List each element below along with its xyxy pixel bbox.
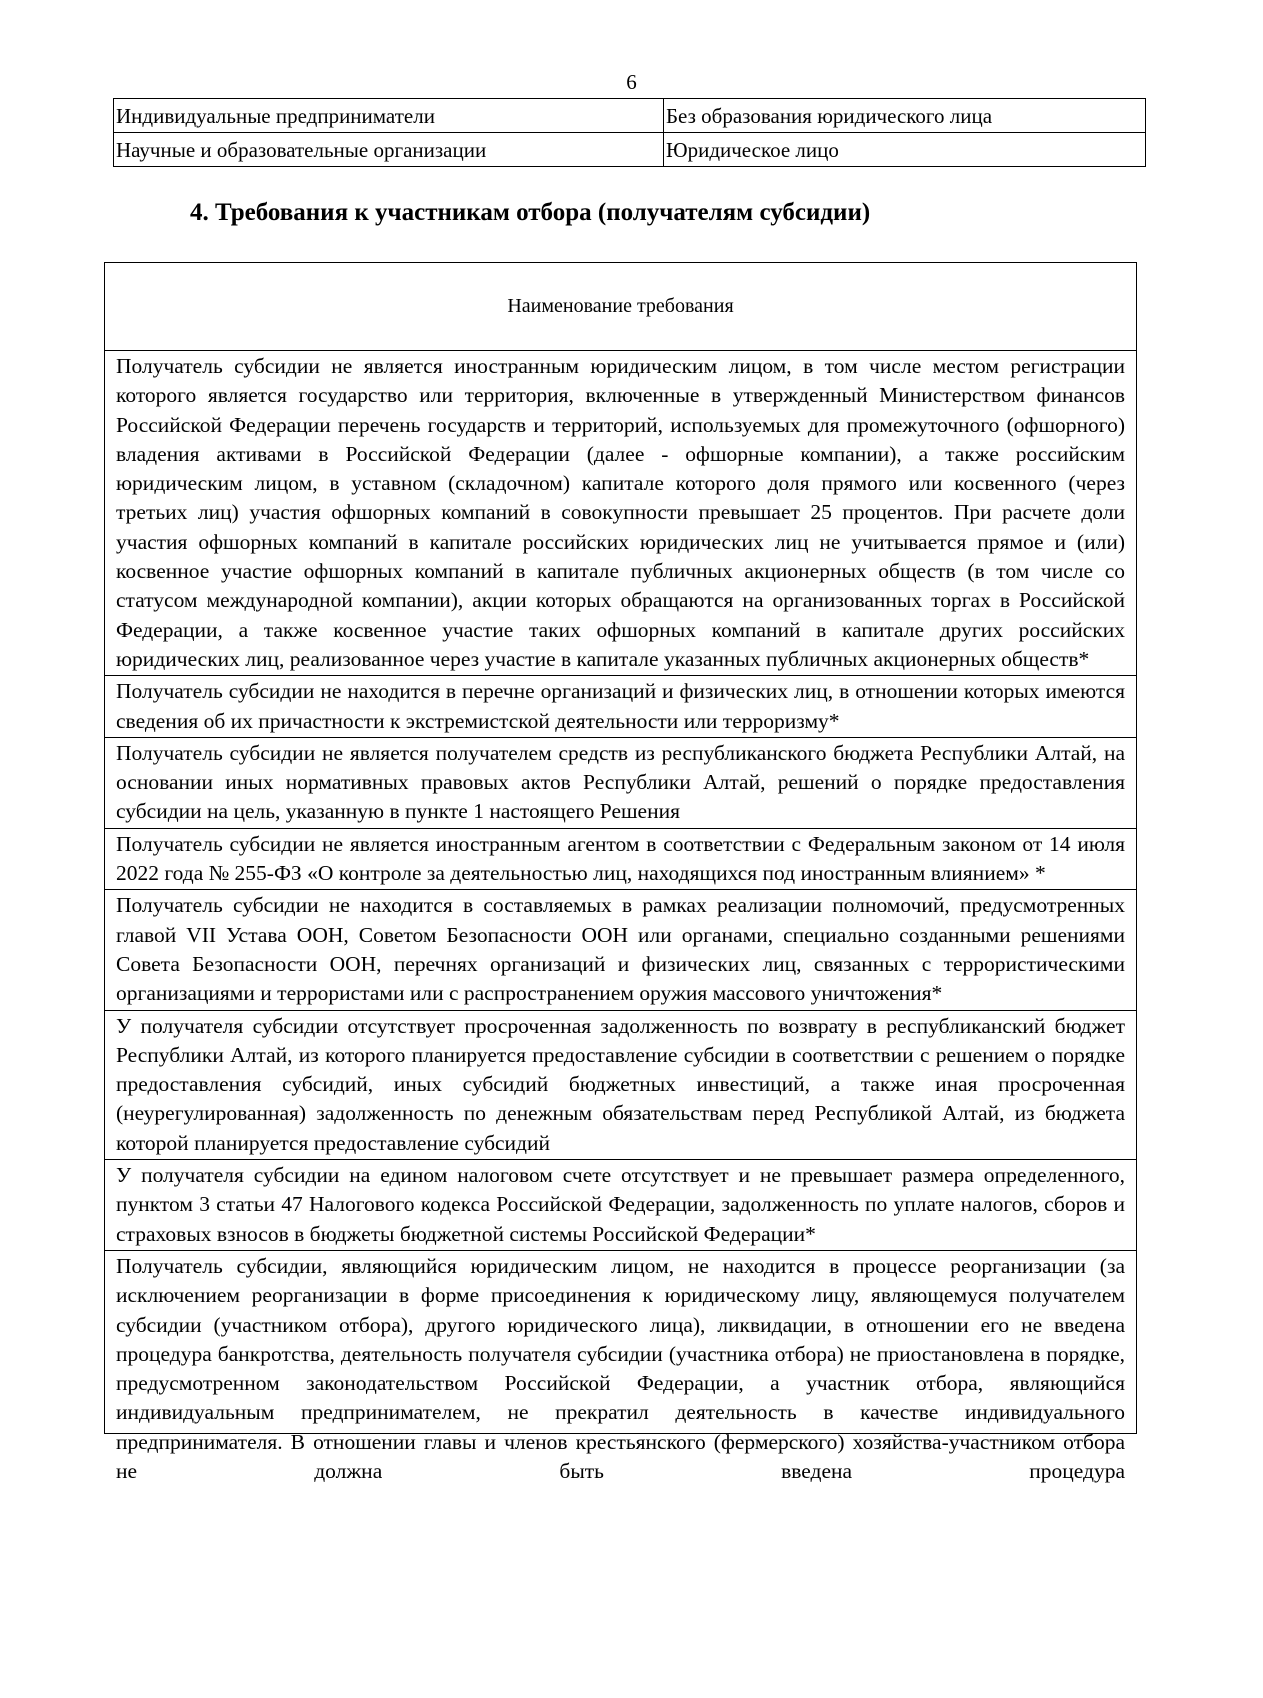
requirement-foreign-agent: Получатель субсидии не является иностранным агентом в соответствии с Федеральным законом от 14 июля 2022 года № 255-ФЗ «О контроле за деятельностью лиц, находящихся под иностранным влиянием» * xyxy=(105,828,1137,890)
table-cell: Юридическое лицо xyxy=(664,133,1146,167)
table-row xyxy=(105,351,1137,676)
requirement-reorganization-wrap xyxy=(116,1252,1125,1483)
requirement-tax-debt: У получателя субсидии на едином налоговом счете отсутствует и не превышает размера определенного, пунктом 3 статьи 47 Налогового кодекса Российской Федерации, задолженность по уплате налогов, сборов и страховых взносов в бюджеты бюджетной системы Российской Федерации* xyxy=(105,1160,1137,1251)
requirement-no-overdue-debt: У получателя субсидии отсутствует просроченная задолженность по возврату в республиканский бюджет Республики Алтай, из которого планируется предоставление субсидии в соответствии с решением о порядке предоставления субсидий, иных субсидий бюджетных инвестиций, а также иная просроченная (неурегулированная) задолженность по денежным обязательствам перед Республикой Алтай, из бюджета которой планируется предоставление субсидий xyxy=(105,1010,1137,1159)
table-row xyxy=(105,737,1137,828)
table-header-row xyxy=(105,263,1137,351)
requirement-extremism: Получатель субсидии не находится в перечне организаций и физических лиц, в отношении которых имеются сведения об их причастности к экстремистской деятельности или терроризму* xyxy=(105,676,1137,738)
table-row xyxy=(105,1160,1137,1251)
page-number: 6 xyxy=(626,70,637,94)
section-title: 4. Требования к участникам отбора (получателям субсидии) xyxy=(190,199,871,226)
table-row xyxy=(105,890,1137,1010)
table-row xyxy=(114,99,1146,133)
table-cell: Без образования юридического лица xyxy=(664,99,1146,133)
table-row xyxy=(114,133,1146,167)
requirements-header: Наименование требования xyxy=(105,263,1137,351)
requirement-offshore: Получатель субсидии не является иностранным юридическим лицом, в том числе местом регистрации которого является государство или территория, включенные в утвержденный Министерством финансов Российской Федерации перечень государств и территорий, используемых для промежуточного (офшорного) владения активами в Российской Федерации (далее - офшорные компании), а также российским юридическим лицом, в уставном (складочном) капитале которого доля прямого или косвенного (через третьих лиц) участия офшорных компаний в совокупности превышает 25 процентов. При расчете доли участия офшорных компаний в капитале российских юридических лиц не учитывается прямое и (или) косвенное участие офшорных компаний в капитале публичных акционерных обществ (в том числе со статусом международной компании), акции которых обращаются на организованных торгах в Российской Федерации, а также косвенное участие таких офшорных компаний в капитале других российских юридических лиц, реализованное через участие в капитале указанных публичных акционерных обществ* xyxy=(105,351,1137,676)
table-row xyxy=(105,676,1137,738)
requirement-reorganization xyxy=(105,1250,1137,1483)
table-row xyxy=(105,828,1137,890)
requirements-table xyxy=(104,262,1137,1483)
requirement-no-other-funds: Получатель субсидии не является получателем средств из республиканского бюджета Республики Алтай, на основании иных нормативных правовых актов Республики Алтай, решений о порядке предоставления субсидии на цель, указанную в пункте 1 настоящего Решения xyxy=(105,737,1137,828)
table-cell: Научные и образовательные организации xyxy=(114,133,664,167)
table-row xyxy=(105,1250,1137,1433)
table-cell: Индивидуальные предприниматели xyxy=(114,99,664,133)
table-row xyxy=(105,1010,1137,1159)
requirement-un-sanctions: Получатель субсидии не находится в составляемых в рамках реализации полномочий, предусмотренных главой VII Устава ООН, Советом Безопасности ООН или органами, специально созданными решениями Совета Безопасности ООН, перечнях организаций и физических лиц, связанных с террористическими организациями и террористами или с распространением оружия массового уничтожения* xyxy=(105,890,1137,1010)
requirement-reorganization-text: Получатель субсидии, являющийся юридическим лицом, не находится в процессе реорганизации (за исключением реорганизации в форме присоединения к юридическому лицу, являющемуся получателем субсидии (участником отбора), другого юридического лица), ликвидации, в отношении его не введена процедура банкротства, деятельность получателя субсидии (участника отбора) не приостановлена в порядке, предусмотренном законодательством Российской Федерации, а участник отбора, являющийся индивидуальным предпринимателем, не прекратил деятельность в качестве индивидуального предпринимателя. В отношении главы и членов крестьянского (фермерского) хозяйства-участником отбора не должна быть введена процедура xyxy=(116,1253,1125,1483)
entity-type-table xyxy=(113,98,1146,167)
